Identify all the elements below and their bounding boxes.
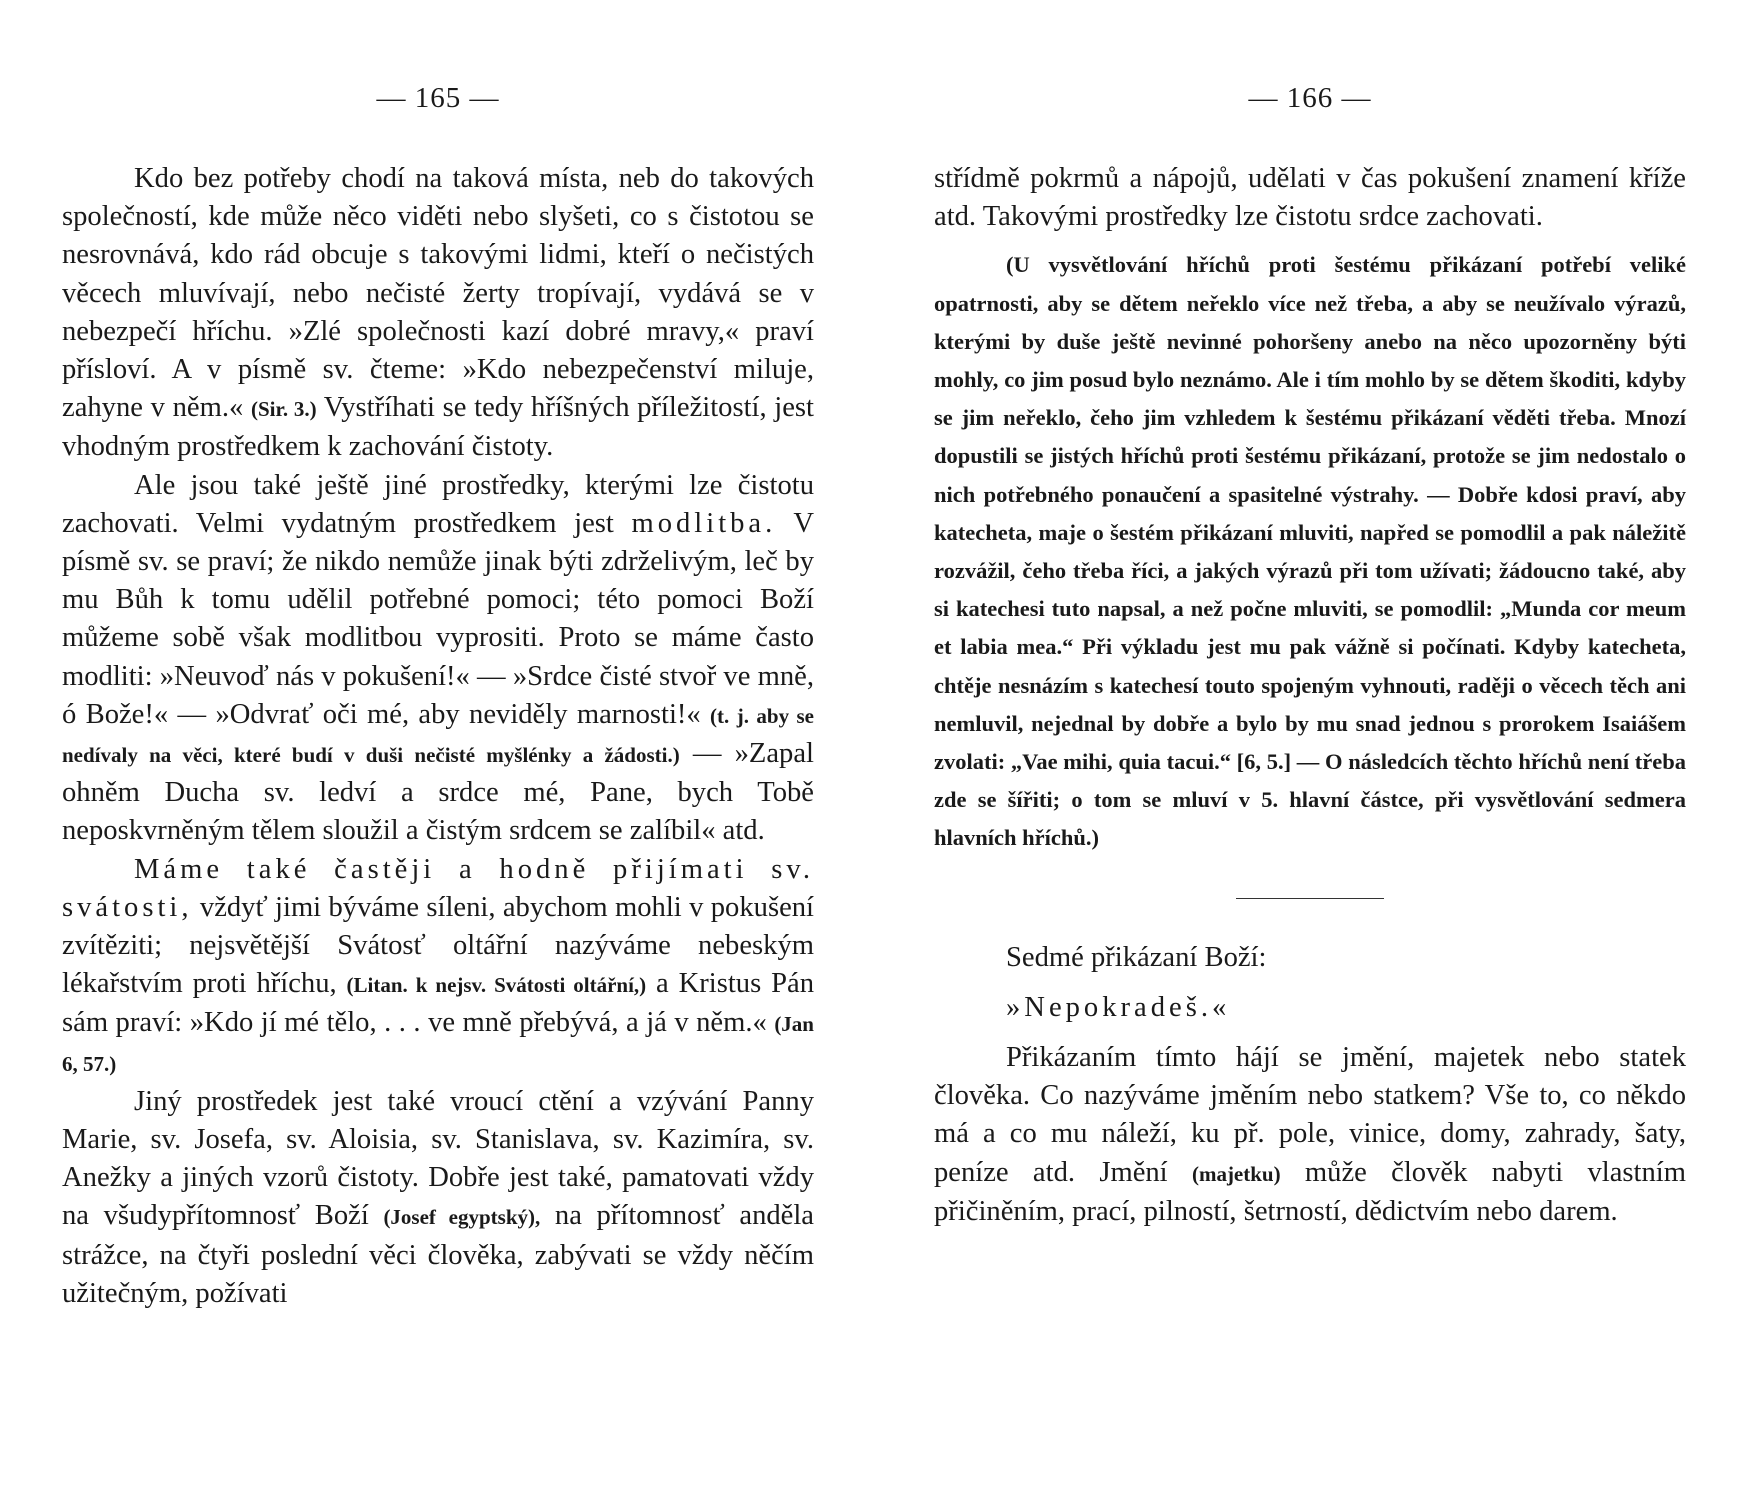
emphasis-modlitba: modlitba.	[631, 507, 777, 539]
paragraph-property: Přikázaním tímto hájí se jmění, majetek nebo statek člověka. Co nazýváme jměním nebo statkem? Vše to, co někdo má a co mu náleží, ku př. pole, vinice, domy, zahrady, šaty, peníze atd. Jmění (majetku) může člověk nabyti vlastním přičiněním, prací, pilností, šetrností, dědictvím nebo darem.	[934, 1042, 1686, 1227]
citation: (Sir. 3.)	[250, 397, 317, 422]
paragraph-saints: Jiný prostředek jest také vroucí ctění a vzývání Panny Marie, sv. Josefa, sv. Aloisia, sv. Stanislava, sv. Kazimíra, sv. Anežky a jiných vzorů čistoty. Dobře jest také, pamatovati vždy na všudypřítomnosť Boží (Josef egyptský), na přítomnosť anděla strážce, na čtyři poslední věci člověka, zabývati se vždy něčím užitečným, požívati	[62, 1085, 814, 1309]
left-page-body	[62, 160, 814, 1313]
paragraph-prayer: Ale jsou také ještě jiné prostředky, kterými lze čistotu zachovati. Velmi vydatným prostředkem jest modlitba. V písmě sv. se praví; že nikdo nemůže jinak býti zdrželivým, leč by mu Bůh k tomu udělil potřebné pomoci; této pomoci Boží můžeme sobě však modlitbou vyprositi. Proto se máme často modliti: »Neuvoď nás v pokušení!« — »Srdce čisté stvoř ve mně, ó Bože!« — »Odvrať oči mé, aby neviděly marnosti!« (t. j. aby se nedívaly na věci, které budí v duši nečisté myšlénky a žádosti.) — »Zapal ohněm Ducha sv. ledví a srdce mé, Pane, bych Tobě neposkvrněným tělem sloužil a čistým srdcem se zalíbil« atd.	[62, 469, 815, 847]
citation: (Jan 6, 57.)	[62, 1012, 814, 1076]
paragraph-sacraments: Máme také častěji a hodně přijímati sv. svátosti, vždyť jimi býváme síleni, abychom mohli v pokušení zvítěziti; nejsvětější Svátosť oltářní nazýváme nebeským lékařstvím proti hříchu, (Litan. k nejsv. Svátosti oltářní,) a Kristus Pán sám praví: »Kdo jí mé tělo, . . . ve mně přebývá, a já v něm.« (Jan 6, 57.)	[62, 853, 814, 1076]
right-page	[934, 0, 1686, 1500]
page-number-165: — 165 —	[376, 82, 500, 114]
section-subtitle: »Nepokradeš.«	[1006, 991, 1231, 1023]
page-number-166: — 166 —	[1248, 82, 1372, 114]
section-divider	[1236, 898, 1384, 899]
paragraph-continuation: střídmě pokrmů a nápojů, udělati v čas pokušení znamení kříže atd. Takovými prostředky lze čistotu srdce zachovati.	[934, 163, 1686, 233]
left-page	[62, 0, 814, 1500]
right-page-body	[934, 160, 1686, 1231]
section-title: Sedmé přikázaní Boží:	[1006, 941, 1267, 973]
citation: (Litan. k nejsv. Svátosti oltářní,)	[346, 973, 647, 998]
emphasis-sacraments: Máme také častěji a hodně přijímati sv. svátosti,	[62, 853, 814, 923]
citation: (Josef egyptský),	[383, 1205, 541, 1230]
citation: (majetku)	[1191, 1161, 1281, 1186]
citation: (t. j. aby se nedívaly na věci, které budí v duši nečisté myšlénky a žádosti.)	[62, 703, 814, 768]
catechist-note: (U vysvětlování hříchů proti šestému přikázaní potřebí veliké opatrnosti, aby se dětem neřeklo více než třeba, a aby se neužívalo výrazů, kterými by duše ještě nevinné pohoršeny anebo na něco upozorněny býti mohly, co jim posud bylo neznámo. Ale i tím mohlo by se dětem škoditi, kdyby se jim neřeklo, čeho jim vzhledem k šestému přikázaní věděti třeba. Mnozí dopustili se jistých hříchů proti šestému přikázaní, protože se jim nedostalo o nich potřebného ponaučení a spasitelné výstrahy. — Dobře kdosi praví, aby katecheta, maje o šestém přikázaní mluviti, napřed se pomodlil a pak náležitě rozvážil, čeho třeba říci, a jakých výrazů při tom užívati; žádoucno také, aby si katechesi tuto napsal, a než počne mluviti, se pomodlil: „Munda cor meum et labia mea.“ Při výkladu jest mu pak vážně si počínati. Kdyby katecheta, chtěje nesnázím s katechesí touto spojeným vyhnouti, raději o věcech těch ani nemluvil, nejednal by dobře a bylo by mu snad jednou s prorokem Isaiášem zvolati: „Vae mihi, quia tacui.“ [6, 5.] — O následcích těchto hříchů není třeba zde se šířiti; o tom se mluví v 5. hlavní částce, při vysvětlování sedmera hlavních hříchů.)	[934, 252, 1686, 851]
paragraph-occasions: Kdo bez potřeby chodí na taková místa, neb do takových společností, kde může něco viděti nebo slyšeti, co s čistotou se nesrovnává, kdo rád obcuje s takovými lidmi, kteří o nečistých věcech mluvívají, nebo nečisté žerty tropívají, vydává se v nebezpečí hříchu. »Zlé společnosti kazí dobré mravy,« praví přísloví. A v písmě sv. čteme: »Kdo nebezpečenství miluje, zahyne v něm.« (Sir. 3.) Vystříhati se tedy hříšných příležitostí, jest vhodným prostředkem k zachování čistoty.	[62, 163, 814, 463]
